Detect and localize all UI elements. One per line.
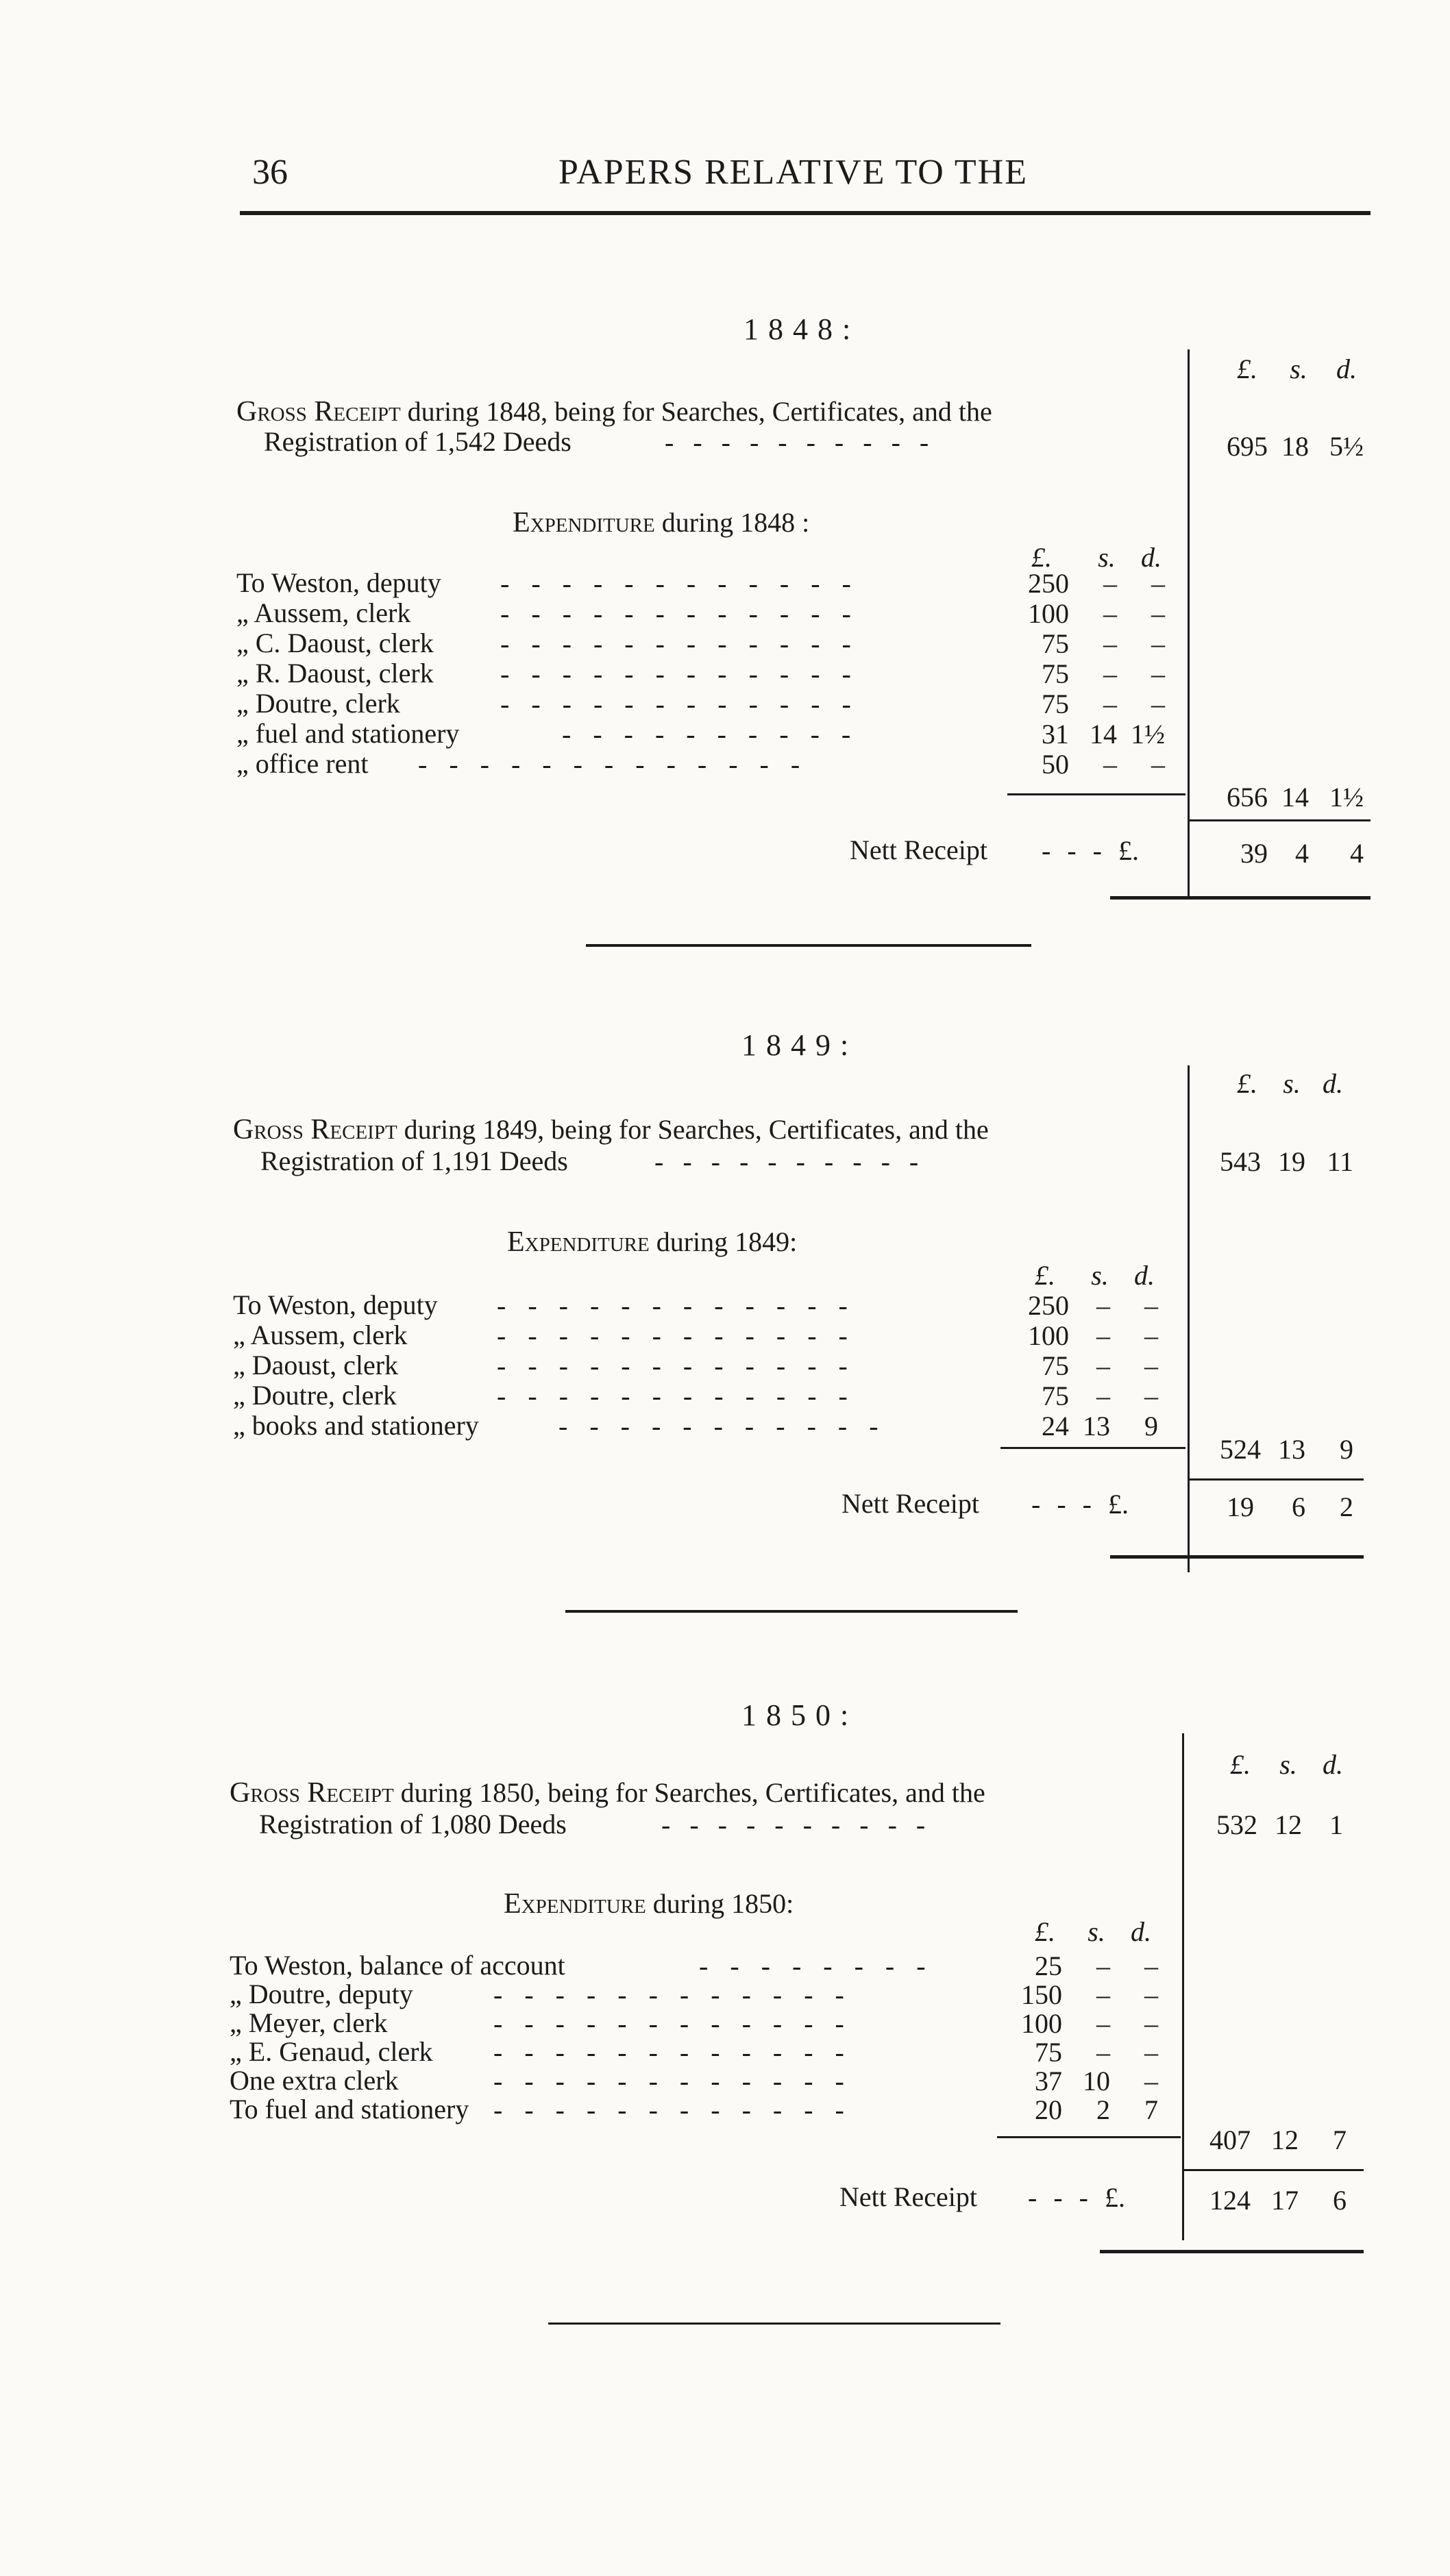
list-item-shillings: – bbox=[1096, 1290, 1110, 1321]
list-item-pence: – bbox=[1144, 1350, 1158, 1381]
gross-shillings: 19 bbox=[1278, 1146, 1305, 1177]
list-item-pence: – bbox=[1144, 1290, 1158, 1321]
sub-col-header-pounds: £. bbox=[1031, 542, 1052, 573]
nett-receipt-label: Nett Receipt bbox=[839, 2181, 978, 2212]
list-item-dashes: - - - - - - - - - - - - - bbox=[418, 749, 800, 780]
sub-col-header-pence: d. bbox=[1141, 542, 1162, 573]
section-year: 1848: bbox=[744, 312, 861, 346]
gross-pounds: 532 bbox=[1216, 1809, 1257, 1840]
list-item-dashes: - - - - - - - - - - - - bbox=[497, 1320, 848, 1351]
nett-receipt-dashes: - - - £. bbox=[1028, 2182, 1125, 2213]
list-item-pounds: 250 bbox=[1028, 1290, 1069, 1321]
total-shillings: 14 bbox=[1281, 782, 1309, 813]
expenditure-title bbox=[507, 1226, 797, 1258]
list-item-pounds: 25 bbox=[1035, 1950, 1062, 1981]
gross-pence: 11 bbox=[1327, 1146, 1353, 1177]
subtotal-rule bbox=[997, 2136, 1181, 2138]
list-item-pence: – bbox=[1144, 2037, 1158, 2068]
list-item-pence: – bbox=[1144, 1950, 1158, 1981]
header-rule bbox=[240, 211, 1371, 215]
list-item-pounds: 75 bbox=[1042, 1350, 1069, 1381]
list-item-dashes: - - - - - - - - - - - - bbox=[493, 2066, 844, 2096]
section-divider bbox=[586, 944, 1031, 947]
col-header-pence: d. bbox=[1336, 354, 1357, 384]
list-item-pounds: 100 bbox=[1021, 2008, 1062, 2039]
list-item-pounds: 150 bbox=[1021, 1979, 1062, 2010]
list-item-pounds: 24 bbox=[1042, 1411, 1069, 1441]
list-item-pence: – bbox=[1144, 2008, 1158, 2039]
list-item-label: „ books and stationery bbox=[233, 1410, 479, 1441]
list-item-pence: – bbox=[1144, 2066, 1158, 2096]
col-header-pounds: £. bbox=[1230, 1749, 1251, 1780]
list-item-dashes: - - - - - - - - - - - bbox=[558, 1411, 878, 1441]
list-item-pence: – bbox=[1151, 749, 1165, 780]
list-item-dashes: - - - - - - - - - - - - bbox=[500, 598, 851, 629]
subtotal-rule bbox=[1000, 1447, 1185, 1449]
list-item-pence: 1½ bbox=[1131, 719, 1165, 750]
gross-pence: 5½ bbox=[1329, 431, 1364, 462]
section-divider bbox=[548, 2323, 1000, 2325]
list-item-shillings: 2 bbox=[1096, 2094, 1110, 2125]
list-item-pence: 9 bbox=[1144, 1411, 1158, 1441]
list-item-label: „ Daoust, clerk bbox=[233, 1350, 399, 1380]
gross-pounds: 695 bbox=[1227, 431, 1268, 462]
sub-col-header-pounds: £. bbox=[1035, 1260, 1055, 1291]
list-item-dashes: - - - - - - - - - - - - bbox=[497, 1350, 848, 1381]
nett-double-rule bbox=[1110, 896, 1371, 900]
list-item-dashes: - - - - - - - - - - - - bbox=[493, 2037, 844, 2068]
col-header-shillings: s. bbox=[1279, 1749, 1297, 1780]
list-item-label: „ R. Daoust, clerk bbox=[236, 658, 434, 689]
total-pounds: 656 bbox=[1227, 782, 1268, 813]
nett-pence: 4 bbox=[1350, 838, 1364, 869]
gross-receipt-line1 bbox=[230, 1777, 985, 1809]
nett-receipt-label: Nett Receipt bbox=[841, 1488, 980, 1519]
list-item-dashes: - - - - - - - - - - - - bbox=[500, 628, 851, 659]
list-item-dashes: - - - - - - - - - - - - bbox=[497, 1290, 848, 1321]
gross-receipt-line2: Registration of 1,542 Deeds bbox=[264, 426, 572, 457]
total-rule bbox=[1183, 2169, 1364, 2171]
list-item-shillings: – bbox=[1096, 1320, 1110, 1351]
list-item-label: „ Doutre, deputy bbox=[230, 1979, 413, 2009]
list-item-pounds: 75 bbox=[1035, 2037, 1062, 2068]
nett-shillings: 4 bbox=[1295, 838, 1309, 869]
nett-pounds: 124 bbox=[1209, 2185, 1251, 2216]
col-header-pounds: £. bbox=[1237, 354, 1257, 384]
gross-shillings: 12 bbox=[1275, 1809, 1302, 1840]
list-item-shillings: – bbox=[1096, 1350, 1110, 1381]
expenditure-year-text: during 1849: bbox=[656, 1226, 798, 1257]
list-item-shillings: – bbox=[1096, 1979, 1110, 2010]
sub-col-header-shillings: s. bbox=[1088, 1916, 1105, 1947]
list-item-pounds: 31 bbox=[1042, 719, 1069, 750]
col-header-pounds: £. bbox=[1237, 1068, 1257, 1099]
gross-receipt-line2: Registration of 1,080 Deeds bbox=[259, 1809, 567, 1840]
gross-receipt-dashes: - - - - - - - - - - bbox=[654, 1146, 919, 1177]
list-item-label: „ Aussem, clerk bbox=[233, 1320, 408, 1350]
list-item-label: One extra clerk bbox=[230, 2065, 399, 2096]
total-shillings: 13 bbox=[1278, 1434, 1305, 1465]
nett-pence: 6 bbox=[1333, 2185, 1347, 2216]
page-number: 36 bbox=[252, 153, 288, 192]
sub-col-header-pence: d. bbox=[1134, 1260, 1155, 1291]
total-pence: 7 bbox=[1333, 2125, 1347, 2155]
nett-pence: 2 bbox=[1340, 1491, 1353, 1522]
list-item-dashes: - - - - - - - - - - - - bbox=[493, 2008, 844, 2039]
expenditure-label: Expenditure bbox=[513, 507, 655, 538]
gross-receipt-label: Gross Receipt bbox=[233, 1114, 397, 1145]
total-rule bbox=[1189, 819, 1371, 821]
list-item-label: To Weston, balance of account bbox=[230, 1950, 565, 1981]
list-item-pounds: 75 bbox=[1042, 658, 1069, 689]
list-item-pounds: 100 bbox=[1028, 598, 1069, 629]
list-item-shillings: – bbox=[1096, 2008, 1110, 2039]
list-item-label: „ Doutre, clerk bbox=[236, 688, 400, 719]
sub-col-header-pounds: £. bbox=[1035, 1916, 1055, 1947]
list-item-pence: – bbox=[1144, 1979, 1158, 2010]
section-year: 1850: bbox=[741, 1698, 859, 1732]
list-item-dashes: - - - - - - - - bbox=[699, 1950, 926, 1981]
list-item-pence: – bbox=[1144, 1320, 1158, 1351]
list-item-label: To Weston, deputy bbox=[233, 1289, 438, 1320]
list-item-shillings: 10 bbox=[1083, 2066, 1110, 2096]
list-item-pounds: 75 bbox=[1042, 1380, 1069, 1411]
gross-receipt-line2: Registration of 1,191 Deeds bbox=[260, 1145, 568, 1176]
list-item-dashes: - - - - - - - - - - - - bbox=[500, 568, 851, 599]
list-item-pounds: 37 bbox=[1035, 2066, 1062, 2096]
list-item-shillings: 14 bbox=[1090, 719, 1117, 750]
list-item-pounds: 75 bbox=[1042, 628, 1069, 659]
nett-pounds: 39 bbox=[1240, 838, 1268, 869]
gross-receipt-dashes: - - - - - - - - - - bbox=[665, 427, 929, 458]
list-item-pounds: 20 bbox=[1035, 2094, 1062, 2125]
list-item-pence: – bbox=[1151, 689, 1165, 719]
amount-column-rule bbox=[1188, 349, 1190, 897]
total-pounds: 524 bbox=[1220, 1434, 1261, 1465]
list-item-pence: – bbox=[1151, 628, 1165, 659]
section-year: 1849: bbox=[741, 1028, 859, 1062]
list-item-dashes: - - - - - - - - - - - - bbox=[500, 689, 851, 719]
list-item-dashes: - - - - - - - - - - - - bbox=[500, 658, 851, 689]
col-header-pence: d. bbox=[1323, 1749, 1343, 1780]
total-pounds: 407 bbox=[1209, 2125, 1251, 2155]
subtotal-rule bbox=[1007, 793, 1185, 795]
nett-pounds: 19 bbox=[1227, 1491, 1254, 1522]
nett-receipt-dashes: - - - £. bbox=[1031, 1489, 1129, 1520]
page-title: PAPERS RELATIVE TO THE bbox=[558, 153, 1028, 192]
nett-shillings: 17 bbox=[1271, 2185, 1299, 2216]
expenditure-year-text: during 1848 : bbox=[661, 507, 810, 538]
sub-col-header-pence: d. bbox=[1131, 1916, 1151, 1947]
expenditure-title bbox=[513, 507, 809, 538]
gross-receipt-text: during 1850, being for Searches, Certificates, and the bbox=[400, 1777, 985, 1808]
list-item-shillings: – bbox=[1103, 568, 1117, 599]
nett-double-rule bbox=[1100, 2250, 1364, 2253]
gross-pounds: 543 bbox=[1220, 1146, 1261, 1177]
list-item-label: „ Aussem, clerk bbox=[236, 597, 411, 628]
nett-receipt-dashes: - - - £. bbox=[1042, 835, 1139, 866]
nett-shillings: 6 bbox=[1292, 1491, 1305, 1522]
list-item-pounds: 50 bbox=[1042, 749, 1069, 780]
expenditure-label: Expenditure bbox=[504, 1888, 646, 1920]
list-item-pounds: 250 bbox=[1028, 568, 1069, 599]
gross-shillings: 18 bbox=[1281, 431, 1309, 462]
list-item-shillings: – bbox=[1096, 1950, 1110, 1981]
col-header-pence: d. bbox=[1323, 1068, 1343, 1099]
gross-receipt-text: during 1848, being for Searches, Certificates, and the bbox=[407, 396, 992, 427]
sub-col-header-shillings: s. bbox=[1098, 542, 1116, 573]
list-item-pence: – bbox=[1144, 1380, 1158, 1411]
total-pence: 9 bbox=[1340, 1434, 1353, 1465]
list-item-dashes: - - - - - - - - - - - - bbox=[497, 1380, 848, 1411]
list-item-label: „ E. Genaud, clerk bbox=[230, 2036, 433, 2067]
list-item-shillings: – bbox=[1103, 658, 1117, 689]
expenditure-year-text: during 1850: bbox=[652, 1888, 794, 1919]
list-item-pence: – bbox=[1151, 598, 1165, 629]
col-header-shillings: s. bbox=[1290, 354, 1307, 384]
amount-column-rule bbox=[1182, 1733, 1184, 2240]
list-item-label: To fuel and stationery bbox=[230, 2094, 469, 2125]
list-item-shillings: – bbox=[1096, 1380, 1110, 1411]
col-header-shillings: s. bbox=[1283, 1068, 1301, 1099]
expenditure-label: Expenditure bbox=[507, 1226, 650, 1258]
list-item-shillings: 13 bbox=[1083, 1411, 1110, 1441]
list-item-shillings: – bbox=[1103, 749, 1117, 780]
expenditure-title bbox=[504, 1888, 794, 1920]
gross-receipt-line1 bbox=[236, 396, 992, 428]
list-item-label: To Weston, deputy bbox=[236, 567, 441, 598]
list-item-pounds: 75 bbox=[1042, 689, 1069, 719]
list-item-label: „ Doutre, clerk bbox=[233, 1380, 397, 1411]
list-item-label: „ Meyer, clerk bbox=[230, 2007, 388, 2038]
list-item-pence: – bbox=[1151, 658, 1165, 689]
gross-receipt-line1 bbox=[233, 1114, 989, 1145]
section-divider bbox=[565, 1610, 1018, 1613]
total-pence: 1½ bbox=[1329, 782, 1364, 813]
list-item-shillings: – bbox=[1103, 689, 1117, 719]
list-item-label: „ fuel and stationery bbox=[236, 718, 460, 749]
gross-receipt-text: during 1849, being for Searches, Certificates, and the bbox=[404, 1114, 989, 1145]
nett-receipt-label: Nett Receipt bbox=[850, 834, 988, 865]
list-item-shillings: – bbox=[1096, 2037, 1110, 2068]
total-rule bbox=[1189, 1478, 1364, 1481]
gross-receipt-label: Gross Receipt bbox=[236, 396, 401, 428]
list-item-label: „ office rent bbox=[236, 748, 369, 779]
list-item-shillings: – bbox=[1103, 598, 1117, 629]
list-item-dashes: - - - - - - - - - - - - bbox=[493, 1979, 844, 2010]
list-item-dashes: - - - - - - - - - - - - bbox=[493, 2094, 844, 2125]
list-item-label: „ C. Daoust, clerk bbox=[236, 628, 434, 658]
list-item-shillings: – bbox=[1103, 628, 1117, 659]
gross-receipt-label: Gross Receipt bbox=[230, 1777, 394, 1809]
list-item-pence: 7 bbox=[1144, 2094, 1158, 2125]
amount-column-rule bbox=[1188, 1065, 1190, 1572]
list-item-pence: – bbox=[1151, 568, 1165, 599]
list-item-dashes: - - - - - - - - - - bbox=[562, 719, 851, 750]
total-shillings: 12 bbox=[1271, 2125, 1299, 2155]
nett-double-rule bbox=[1110, 1555, 1364, 1559]
gross-pence: 1 bbox=[1329, 1809, 1343, 1840]
gross-receipt-dashes: - - - - - - - - - - bbox=[661, 1809, 926, 1840]
sub-col-header-shillings: s. bbox=[1091, 1260, 1109, 1291]
list-item-pounds: 100 bbox=[1028, 1320, 1069, 1351]
